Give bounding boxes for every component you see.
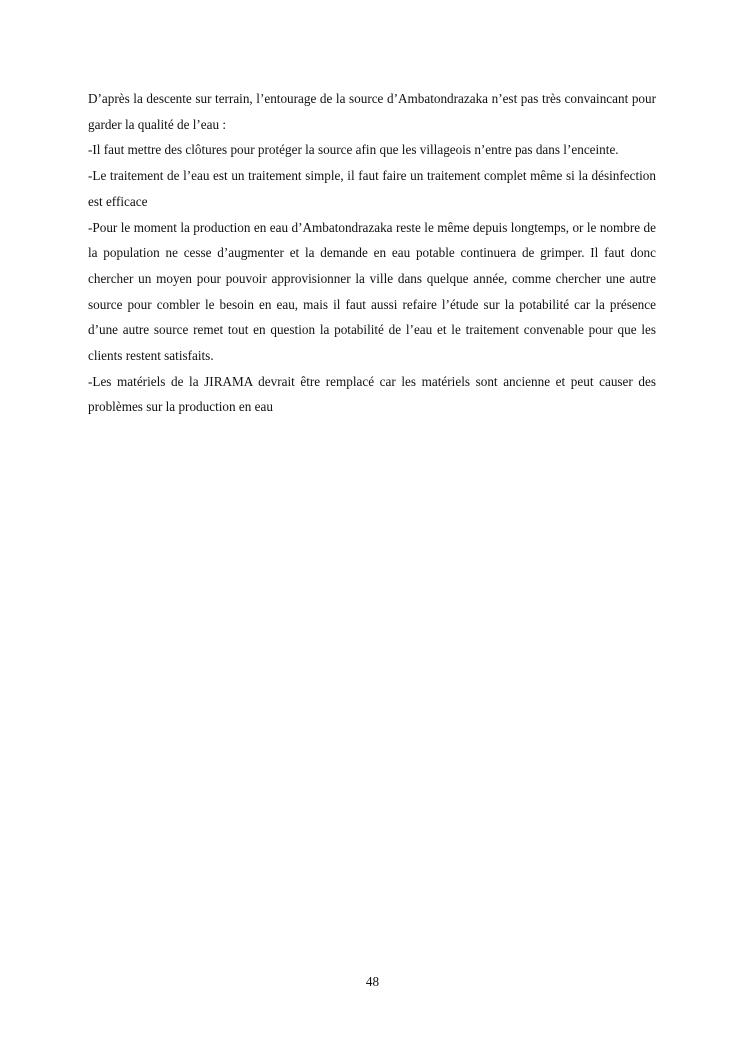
recommendation-equipment: -Les matériels de la JIRAMA devrait être remplacé car les matériels sont ancienne et peut causer des problèmes sur la production en eau [88, 373, 656, 415]
recommendation-fencing: -Il faut mettre des clôtures pour protéger la source afin que les villageois n’entre pas dans l’enceinte. [88, 142, 619, 158]
recommendation-treatment: -Le traitement de l’eau est un traitement simple, il faut faire un traitement complet même si la désinfection est efficace [88, 168, 656, 209]
page-body [88, 86, 656, 420]
page-number: 48 [365, 974, 380, 989]
recommendation-production: -Pour le moment la production en eau d’Ambatondrazaka reste le même depuis longtemps, or le nombre de la population ne cesse d’augmenter et la demande en eau potable continuera de grimper. Il faut donc chercher un moyen pour pouvoir approvisionner la ville dans quelque année, comme chercher une autre source pour combler le besoin en eau, mais il faut aussi refaire l’étude sur la potabilité car la présence d’une autre source remet tout en question la potabilité de l’eau et le traitement convenable pour que les clients restent satisfaits. [88, 219, 656, 364]
intro-paragraph: D’après la descente sur terrain, l’entourage de la source d’Ambatondrazaka n’est pas très convaincant pour garder la qualité de l’eau : [88, 91, 656, 132]
